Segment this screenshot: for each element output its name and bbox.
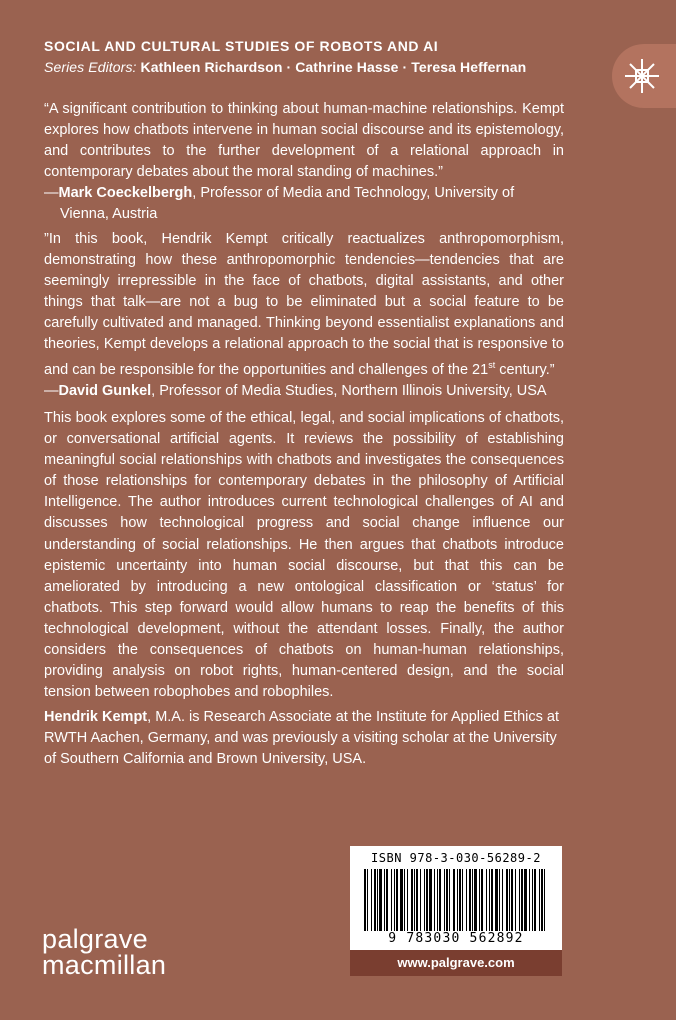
barcode-bar: [446, 869, 448, 931]
barcode-bar: [424, 869, 425, 931]
publisher-name-line1: palgrave: [42, 924, 148, 954]
barcode-bar: [521, 869, 523, 931]
barcode-graphic: [364, 869, 548, 931]
quote-text: [44, 229, 564, 381]
barcode-bar: [377, 869, 378, 931]
barcode-bar: [524, 869, 527, 931]
barcode-bar: [400, 869, 403, 931]
barcode-bar: [394, 869, 395, 931]
barcode-bar: [479, 869, 480, 931]
barcode-bar: [434, 869, 435, 931]
barcode-bar: [466, 869, 467, 931]
barcode-bar: [534, 869, 536, 931]
barcode-bar: [416, 869, 418, 931]
series-editors: [44, 59, 526, 75]
quote-author-name: David Gunkel: [58, 382, 152, 399]
barcode-bar: [459, 869, 461, 931]
author-bio: [44, 707, 564, 770]
barcode-bar: [371, 869, 372, 931]
barcode-bar: [489, 869, 490, 931]
barcode-bar: [515, 869, 516, 931]
quote-text-main: ”In this book, Hendrik Kempt critically reactualizes anthropomorphism, demonstrating how these anthropomorphic tendencies—tendencies that are seemingly irrepressible in the face of chatbots, digital assistants, and other things that talk—are not a bug to be eliminated but a social feature to be carefully cultivated and managed. Thinking beyond essentialist explanations and theories, Kempt develops a relational approach to the social that is responsive to and can be responsible for the opportunities and challenges of the 21: [44, 231, 564, 378]
barcode-bar: [453, 869, 455, 931]
barcode-bar: [420, 869, 421, 931]
author-name: Hendrik Kempt: [44, 709, 148, 725]
barcode-bar: [509, 869, 510, 931]
barcode-bar: [529, 869, 530, 931]
barcode-bar: [472, 869, 473, 931]
barcode-bar: [384, 869, 385, 931]
barcode-bar: [404, 869, 405, 931]
barcode-bar: [437, 869, 438, 931]
barcode-bar: [486, 869, 487, 931]
barcode-bar: [541, 869, 543, 931]
barcode-bar: [481, 869, 483, 931]
book-description: This book explores some of the ethical, legal, and social implications of chatbots, or conversational artificial agents. It reviews the possibility of establishing meaningful social relationships with chatbots and investigates the consequences of those relationships for contemporary debates in the philosophy of Artificial Intelligence. The author introduces current technological challenges of AI and discusses how technological progress and social change influence our understanding of social relationships. He then argues that chatbots introduce epistemic uncertainty into human social discourse, but that this can be ameliorated by introducing a new ontological classification or ‘status’ for chatbots. This step forward would allow humans to reap the benefits of this technological development, without the attendant losses. Finally, the author considers the consequences of chatbots on human-human relationships, providing analysis on robot rights, human-centered design, and the social tension between robophobes and robophiles.: [44, 410, 564, 701]
barcode-bar: [396, 869, 398, 931]
barcode-bar: [462, 869, 463, 931]
quote-attribution: —Mark Coeckelbergh, Professor of Media and Technology, University of Vienna, Austria: [44, 185, 515, 222]
quote-text: “A significant contribution to thinking about human-machine relationships. Kempt explores how chatbots intervene in human social discourse and its epistemology, and contributes to the further development of a relational approach in contemporary debates about the moral standing of machines.”: [44, 101, 564, 180]
quote-gunkel: [44, 229, 564, 402]
quote-author-affiliation: , Professor of Media Studies, Northern Illinois University, USA: [151, 382, 547, 399]
quote-superscript: st: [488, 360, 496, 370]
barcode-bar: [379, 869, 382, 931]
barcode-bar: [374, 869, 376, 931]
barcode-bar: [457, 869, 458, 931]
barcode-bar: [364, 869, 366, 931]
barcode-bar: [367, 869, 368, 931]
quote-author-affiliation: , Professor of Media and Technology, University of Vienna, Austria: [60, 185, 515, 222]
barcode-bar: [426, 869, 428, 931]
barcode-bar: [511, 869, 513, 931]
series-editors-label: Series Editors:: [44, 59, 137, 75]
barcode-bar: [439, 869, 441, 931]
barcode-bar: [539, 869, 540, 931]
series-title: SOCIAL AND CULTURAL STUDIES OF ROBOTS AND AI: [44, 38, 439, 54]
barcode-bar: [429, 869, 432, 931]
barcode-bar: [495, 869, 498, 931]
barcode-bar: [519, 869, 520, 931]
barcode-bar: [502, 869, 503, 931]
publisher-logo: [42, 926, 166, 978]
palgrave-star-icon: [622, 56, 662, 96]
barcode-bar: [407, 869, 408, 931]
barcode-bar: [449, 869, 450, 931]
website-url[interactable]: www.palgrave.com: [350, 950, 562, 976]
barcode-bar: [499, 869, 500, 931]
barcode-bar: [386, 869, 388, 931]
quote-author-name: Mark Coeckelbergh: [58, 185, 193, 201]
author-bio-text: , M.A. is Research Associate at the Institute for Applied Ethics at RWTH Aachen, Germany, and was previously a visiting scholar at the University of Southern California and Brown University, USA.: [44, 709, 559, 767]
barcode-bar: [491, 869, 493, 931]
barcode-bar: [411, 869, 413, 931]
isbn-digits: 9 783030 562892: [388, 931, 524, 946]
barcode-bar: [414, 869, 415, 931]
barcode-bar: [444, 869, 445, 931]
barcode-box: [350, 846, 562, 950]
quote-attribution: —David Gunkel, Professor of Media Studies, Northern Illinois University, USA: [44, 382, 547, 399]
quote-text-end: century.”: [495, 361, 555, 378]
series-editors-names: Kathleen Richardson · Cathrine Hasse · Teresa Heffernan: [140, 59, 527, 75]
barcode-bar: [532, 869, 533, 931]
barcode-bar: [544, 869, 545, 931]
barcode-bar: [506, 869, 508, 931]
barcode-bar: [474, 869, 477, 931]
barcode-bar: [469, 869, 471, 931]
palgrave-logo-badge: [612, 44, 676, 108]
barcode-bar: [391, 869, 392, 931]
publisher-name-line2: macmillan: [42, 950, 167, 980]
quote-coeckelbergh: [44, 99, 564, 225]
isbn-label: ISBN 978-3-030-56289-2: [371, 851, 541, 865]
